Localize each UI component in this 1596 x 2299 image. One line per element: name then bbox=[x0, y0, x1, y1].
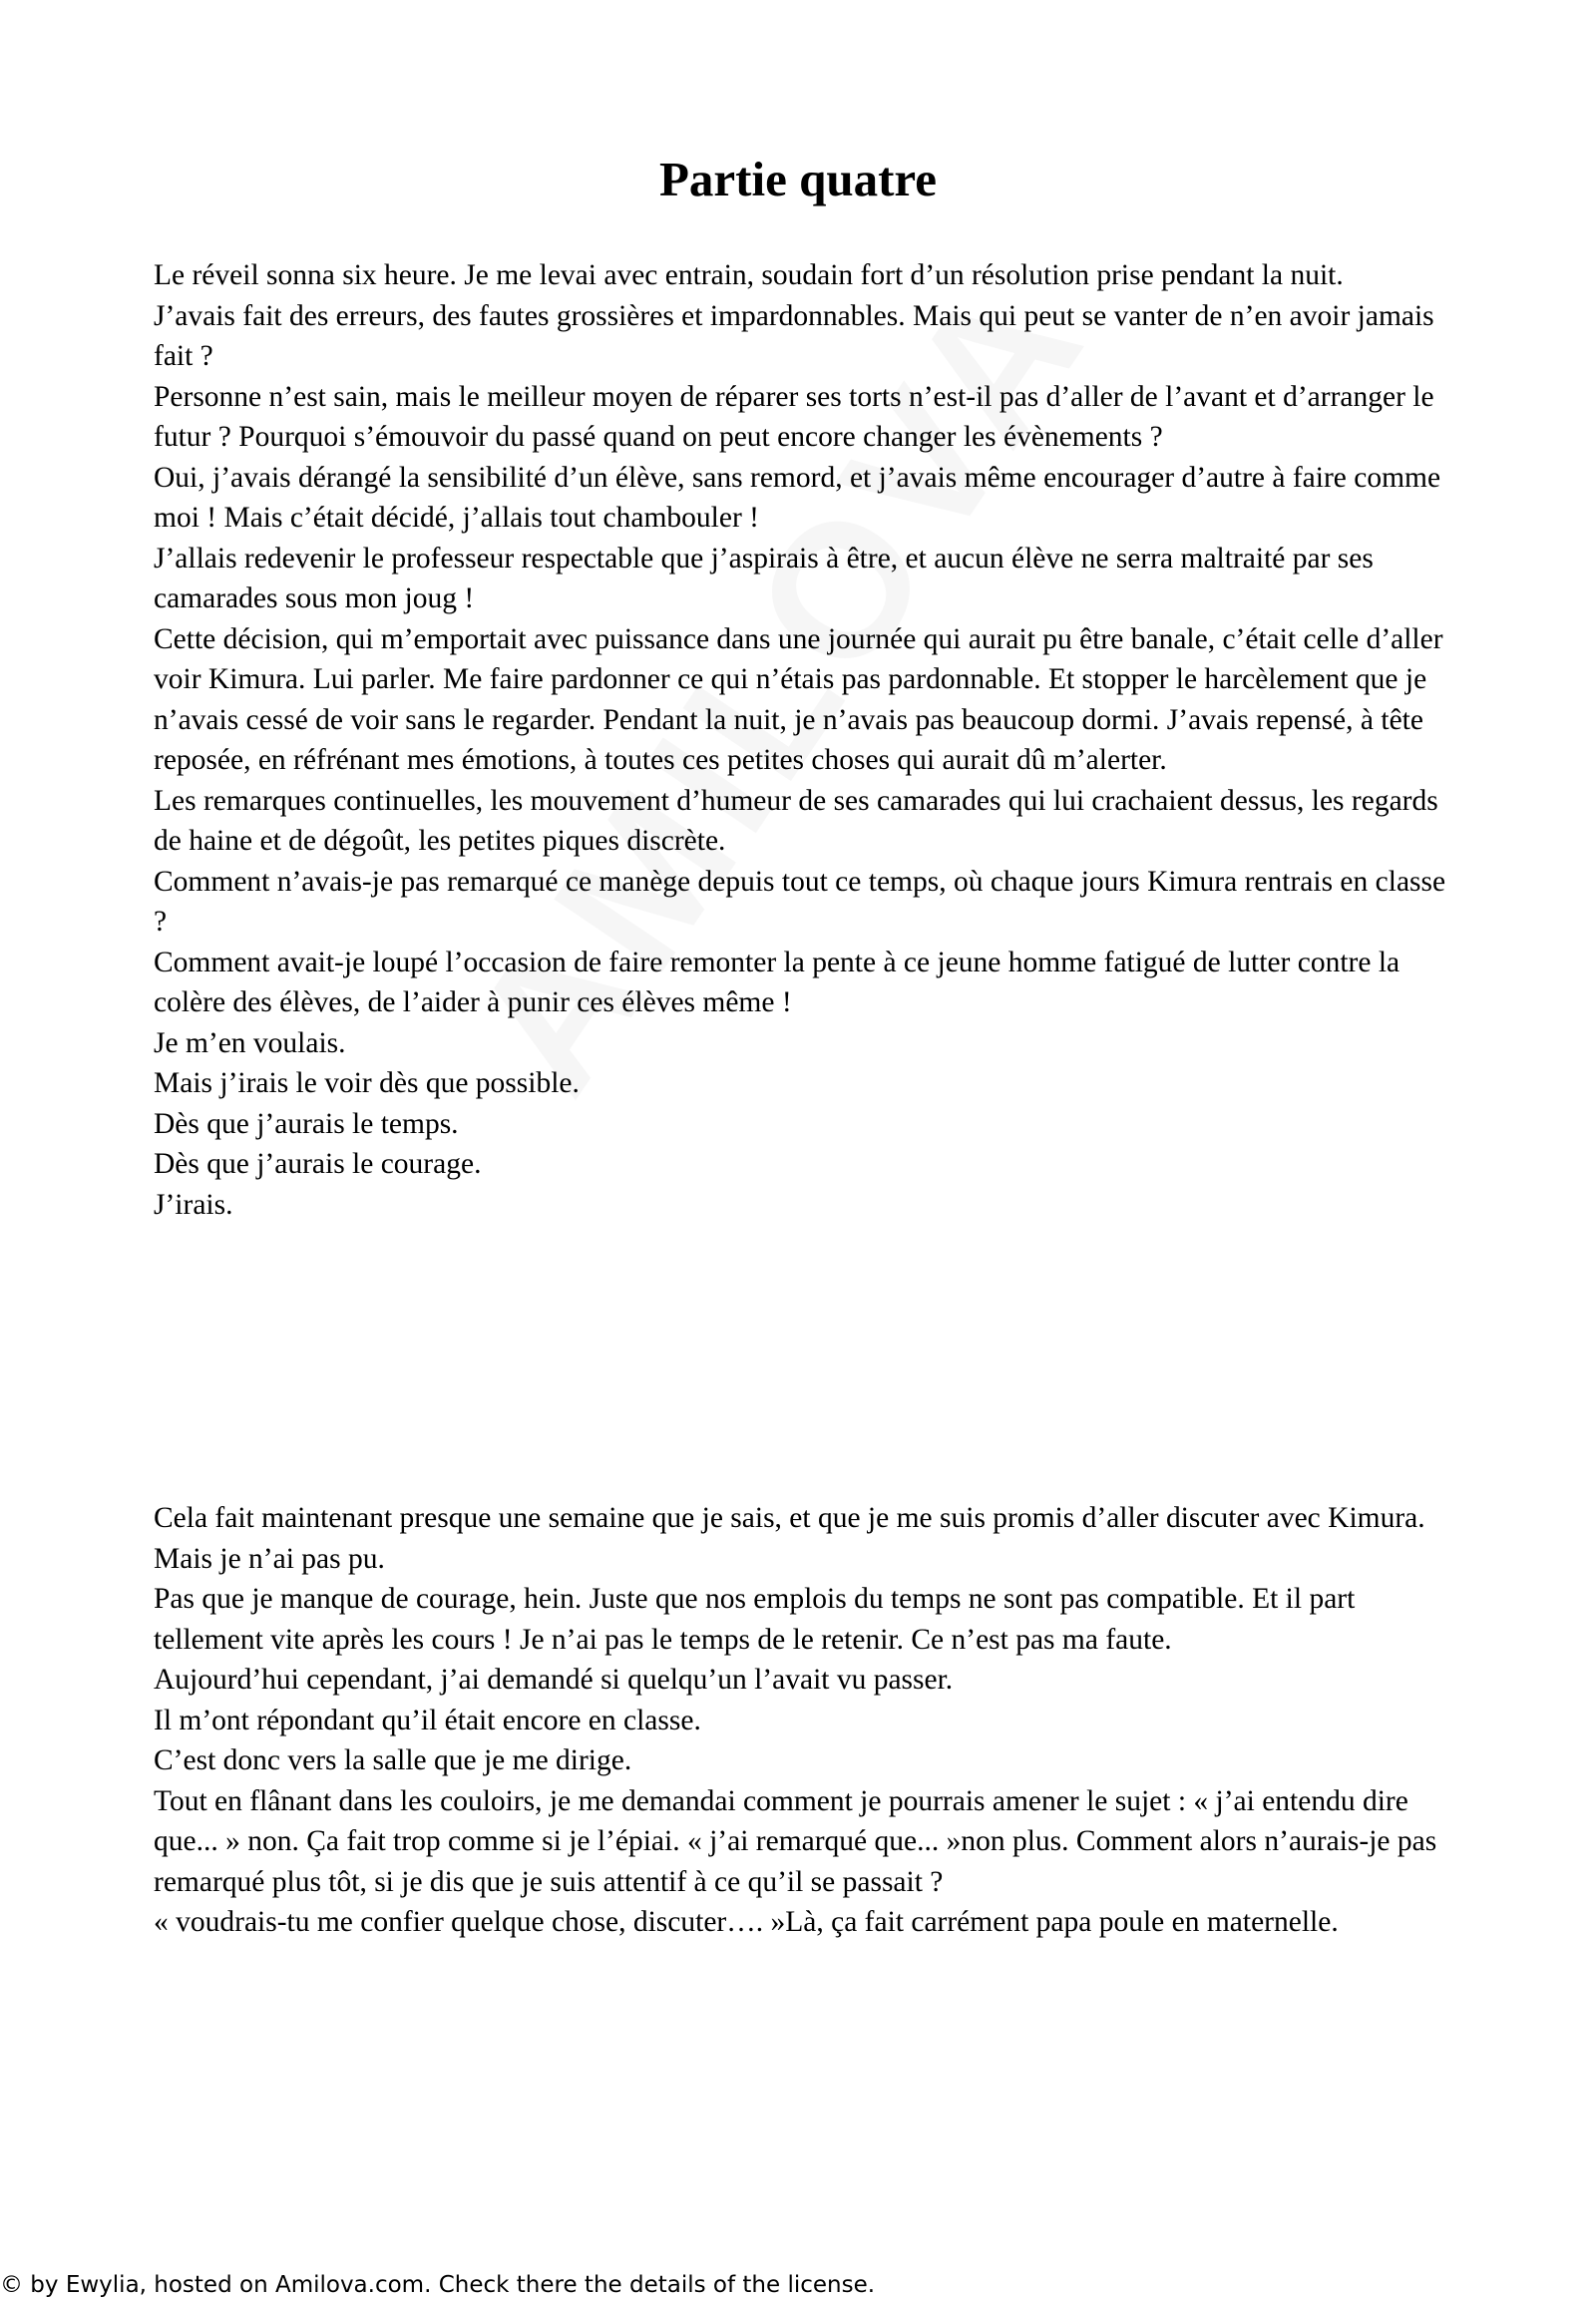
paragraph: Mais je n’ai pas pu. bbox=[154, 1542, 385, 1575]
paragraph: « voudrais-tu me confier quelque chose, discuter…. »Là, ça fait carrément papa poule en maternelle. bbox=[154, 1906, 1339, 1938]
paragraph: Dès que j’aurais le temps. bbox=[154, 1107, 459, 1140]
paragraph: J’avais fait des erreurs, des fautes grossières et impardonnables. Mais qui peut se vanter de n’en avoir jamais fait ? bbox=[154, 299, 1434, 372]
paragraph: Comment avait-je loupé l’occasion de faire remonter la pente à ce jeune homme fatigué de lutter contre la colère des élèves, de l’aider à punir ces élèves même ! bbox=[154, 946, 1400, 1018]
paragraph: C’est donc vers la salle que je me dirige. bbox=[154, 1744, 632, 1776]
paragraph: Oui, j’avais dérangé la sensibilité d’un élève, sans remord, et j’avais même encourager d’autre à faire comme moi ! Mais c’était décidé, j’allais tout chambouler ! bbox=[154, 461, 1441, 534]
paragraph: Les remarques continuelles, les mouvement d’humeur de ses camarades qui lui crachaient dessus, les regards de haine et de dégoût, les petites piques discrète. bbox=[154, 784, 1438, 857]
paragraph: Mais j’irais le voir dès que possible. bbox=[154, 1067, 580, 1099]
paragraph: J’allais redevenir le professeur respectable que j’aspirais à être, et aucun élève ne serra maltraité par ses camarades sous mon joug ! bbox=[154, 542, 1374, 614]
paragraph: Tout en flânant dans les couloirs, je me demandai comment je pourrais amener le sujet : « j’ai entendu dire que... » non. Ça fait trop comme si je l’épiai. « j’ai remarqué que... »non plus. Comment alors n’aurais-je pas remarqué plus tôt, si je dis que je suis attentif à ce qu’il se passait ? bbox=[154, 1784, 1437, 1898]
page-title: Partie quatre bbox=[658, 152, 938, 206]
paragraph: Je m’en voulais. bbox=[154, 1026, 346, 1059]
paragraph: Comment n’avais-je pas remarqué ce manège depuis tout ce temps, où chaque jours Kimura rentrais en classe ? bbox=[154, 865, 1446, 938]
paragraph: Cela fait maintenant presque une semaine que je sais, et que je me suis promis d’aller discuter avec Kimura. bbox=[154, 1502, 1425, 1534]
paragraph: Personne n’est sain, mais le meilleur moyen de réparer ses torts n’est-il pas d’aller de l’avant et d’arranger le futur ? Pourquoi s’émouvoir du passé quand on peut encore changer les évènements ? bbox=[154, 380, 1434, 453]
paragraph: Aujourd’hui cependant, j’ai demandé si quelqu’un l’avait vu passer. bbox=[154, 1664, 954, 1696]
paragraph: Le réveil sonna six heure. Je me levai avec entrain, soudain fort d’un résolution prise pendant la nuit. bbox=[154, 259, 1344, 291]
paragraph: J’irais. bbox=[154, 1188, 233, 1221]
paragraph: Cette décision, qui m’emportait avec puissance dans une journée qui aurait pu être banale, c’était celle d’aller voir Kimura. Lui parler. Me faire pardonner ce qui n’étais pas pardonnable. Et stopper le harcèlement que je n’avais cessé de voir sans le regarder. Pendant la nuit, je n’avais pas beaucoup dormi. J’avais repensé, à tête reposée, en réfrénant mes émotions, à toutes ces petites choses qui aurait dû m’alerter. bbox=[154, 622, 1443, 776]
paragraph: Il m’ont répondant qu’il était encore en classe. bbox=[154, 1704, 701, 1736]
license-footer: © by Ewylia, hosted on Amilova.com. Check there the details of the license. bbox=[0, 2272, 876, 2298]
section-two bbox=[154, 1498, 1450, 1943]
paragraph: Dès que j’aurais le courage. bbox=[154, 1148, 482, 1180]
paragraph: Pas que je manque de courage, hein. Juste que nos emplois du temps ne sont pas compatible. Et il part tellement vite après les cours ! Je n’ai pas le temps de le retenir. Ce n’est pas ma faute. bbox=[154, 1583, 1356, 1656]
section-one bbox=[154, 255, 1450, 1225]
